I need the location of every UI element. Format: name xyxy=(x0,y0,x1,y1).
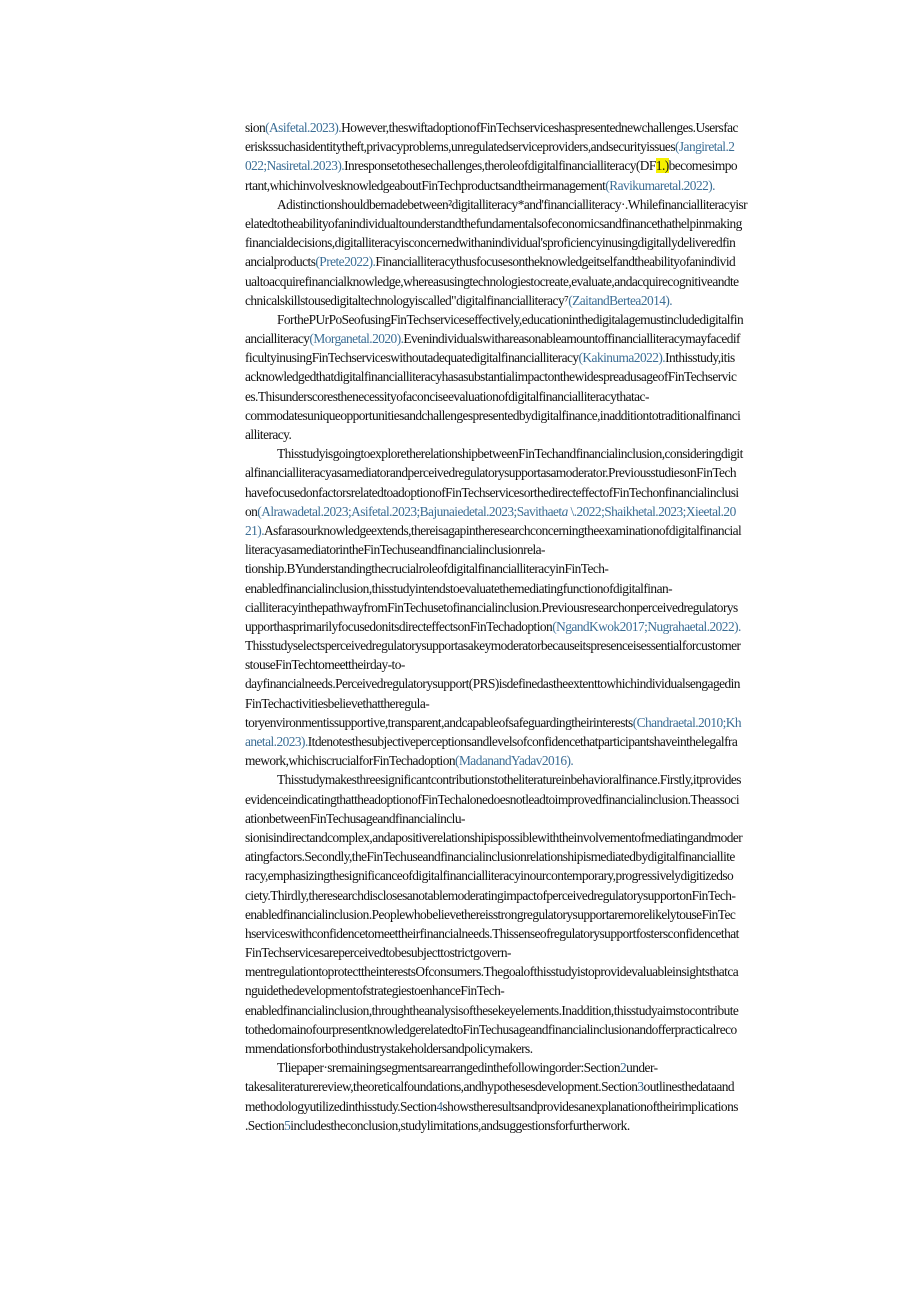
text-span: Thisstudyselectsperceivedregulatorysupportasakeymoderatorbecauseitspresenceisessentialforcustomer xyxy=(245,638,741,654)
text-span: evidenceindicatingthattheadoptionofFinTechalonedoesnotleadtoimprovedfinancialinclusion.Theassoci xyxy=(245,791,739,807)
citation-link[interactable]: 3 xyxy=(637,1079,644,1095)
citation-link[interactable]: (Asifetal.2023). xyxy=(265,120,342,135)
text-span: outlinesthedataand xyxy=(643,1079,735,1095)
text-span: cialliteracyinthepathwayfromFinTechusetofinancialinclusion.Previousresearchonperceivedregulatorys xyxy=(245,599,738,615)
text-span: ThisstudyisgoingtoexploretherelationshipbetweenFinTechandfinancialinclusion,consideringdigit xyxy=(277,446,743,462)
text-line-l33 xyxy=(245,732,879,751)
text-line-l50 xyxy=(245,1058,879,1077)
text-line-l28 xyxy=(245,636,879,655)
text-line-l38 xyxy=(245,828,879,847)
text-span: .Section xyxy=(245,1117,285,1133)
text-span: chnicalskillstousedigitaltechnologyiscalled"digitalfinancialliteracy⁷ xyxy=(245,292,569,308)
text-span: havefocusedonfactorsrelatedtoadoptionofFinTechservicesorthedirecteffectofFinTechonfinancialinclusi xyxy=(245,484,739,500)
text-line-l27 xyxy=(245,617,879,636)
text-line-l12 xyxy=(245,329,879,348)
text-line-l06 xyxy=(245,214,879,233)
text-span: methodologyutilizedinthisstudy.Section xyxy=(245,1098,437,1114)
text-span: dayfinancialneeds.Perceivedregulatorysupport(PRS)isdefinedastheextenttowhichindividualsengagedin xyxy=(245,676,740,692)
text-line-l20 xyxy=(245,483,879,502)
citation-link[interactable]: (ZaitandBertea2014). xyxy=(568,292,673,308)
text-span: mmendationsforbothindustrystakeholdersandpolicymakers. xyxy=(245,1041,533,1056)
text-span: racy,emphasizingthesignificanceofdigitalfinancialliteracyinourcontemporary,progressivelydigitizedso xyxy=(245,868,734,884)
citation-link[interactable]: (NgandKwok2017;Nugrahaetal.2022). xyxy=(552,618,741,634)
text-span: ancialliteracy xyxy=(245,331,310,347)
text-span: becomesimpo xyxy=(668,158,737,174)
text-line-l35 xyxy=(245,770,879,789)
citation-link[interactable]: 21). xyxy=(245,522,264,538)
text-line-l39 xyxy=(245,847,879,866)
text-span: commodatesuniqueopportunitiesandchallengespresentedbydigitalfinance,inadditiontotraditionalfinanci xyxy=(245,407,741,423)
text-line-l14 xyxy=(245,367,879,386)
text-line-l41 xyxy=(245,886,879,905)
citation-link[interactable]: (Ravikumaretal.2022). xyxy=(605,177,715,193)
text-line-l23 xyxy=(245,540,879,559)
text-line-l10 xyxy=(245,291,879,310)
text-line-l05 xyxy=(245,195,879,214)
text-span: stouseFinTechtomeettheirday-to- xyxy=(245,657,405,673)
text-span: sion xyxy=(245,120,266,135)
text-line-l32 xyxy=(245,713,879,732)
text-line-l26 xyxy=(245,598,879,617)
text-span: alfinancialliteracyasamediatorandperceivedregulatorysupportasamoderator.PreviousstudiesonFinTech xyxy=(245,465,736,481)
text-span: ancialproducts xyxy=(245,254,316,270)
text-span: enabledfinancialinclusion,thisstudyintendstoevaluatethemediatingfunctionofdigitalfinan- xyxy=(245,580,673,596)
text-span: literacyasamediatorintheFinTechuseandfinancialinclusionrela- xyxy=(245,542,545,558)
document-body xyxy=(245,118,879,1135)
text-span: ciety.Thirdly,theresearchdisclosesanotablemoderatingimpactofperceivedregulatorysupportonFinTech- xyxy=(245,887,736,903)
citation-link[interactable]: (Morganetal.2020). xyxy=(309,331,404,347)
text-span: Adistinctionshouldbemadebetween²digitalliteracy*and'financialliteracy·.Whilefinancialliteracyisr xyxy=(277,196,748,212)
text-span: includestheconclusion,studylimitations,andsuggestionsforfurtherwork. xyxy=(290,1117,630,1133)
text-line-l29 xyxy=(245,655,879,674)
text-line-l21 xyxy=(245,502,879,521)
text-span: atingfactors.Secondly,theFinTechuseandfinancialinclusionrelationshipismediatedbydigitalfinanciallite xyxy=(245,849,735,865)
text-line-l31 xyxy=(245,694,879,713)
citation-link[interactable]: anetal.2023). xyxy=(245,734,308,749)
text-span: es.Thisunderscoresthenecessityofaconciseevaluationofdigitalfinancialliteracythatac- xyxy=(245,388,649,404)
text-line-l25 xyxy=(245,579,879,598)
text-span: toryenvironmentissupportive,transparent,andcapableofsafeguardingtheirinterests xyxy=(245,714,633,730)
text-span: Tliepaper·sremainingsegmentsarearrangedinthefollowingorder:Section xyxy=(277,1060,620,1076)
citation-link[interactable]: (Alrawadetal.2023;Asifetal.2023;Bajunaiedetal.2023;Savithaet xyxy=(257,503,562,519)
citation-link[interactable]: 4 xyxy=(436,1098,443,1114)
text-span: nguidethedevelopmentofstrategiestoenhanceFinTech- xyxy=(245,983,505,999)
text-line-l09 xyxy=(245,272,879,291)
citation-link[interactable]: (Prete2022). xyxy=(315,254,376,270)
citation-link[interactable]: 022;Nasiretal.2023). xyxy=(245,158,345,174)
text-span: mework,whichiscrucialforFinTechadoption xyxy=(245,753,456,769)
text-span: under- xyxy=(626,1060,658,1076)
text-span: enabledfinancialinclusion.PeoplewhobelievethereisstrongregulatorysupportaremorelikelytouseFinTec xyxy=(245,906,736,922)
text-span: sionisindirectandcomplex,andapositiverelationshipispossiblewiththeinvolvementofmediatingandmoder xyxy=(245,829,743,845)
text-line-l52 xyxy=(245,1097,879,1116)
text-span: tothedomainofourpresentknowledgerelatedtoFinTechusageandfinancialinclusionandofferpracticalreco xyxy=(245,1021,737,1037)
citation-link[interactable]: (MadanandYadav2016). xyxy=(455,753,574,769)
citation-link[interactable]: (Chandraetal.2010;Kh xyxy=(632,714,742,730)
text-line-l49 xyxy=(245,1039,879,1058)
text-line-l07 xyxy=(245,233,879,252)
text-line-l34 xyxy=(245,751,879,770)
text-span: ualtoacquirefinancialknowledge,whereasusingtechnologiestocreate,evaluate,andacquirecognitiveandte xyxy=(245,273,739,289)
text-line-l42 xyxy=(245,905,879,924)
text-line-l11 xyxy=(245,310,879,329)
text-line-l30 xyxy=(245,674,879,693)
text-line-l48 xyxy=(245,1020,879,1039)
text-line-l15 xyxy=(245,387,879,406)
text-line-l22 xyxy=(245,521,879,540)
text-line-l53 xyxy=(245,1116,879,1135)
text-span: eriskssuchasidentitytheft,privacyproblems,unregulatedserviceproviders,andsecurityissues xyxy=(245,139,675,155)
text-span: Itdenotesthesubjectiveperceptionsandlevelsofconfidencethatparticipantshaveinthelegalfra xyxy=(307,734,738,749)
text-span: Evenindividualswithareasonableamountoffinancialliteracymayfacedif xyxy=(403,331,740,347)
text-span: showstheresultsandprovidesanexplanationoftheirimplications xyxy=(442,1098,738,1114)
text-line-l51 xyxy=(245,1077,879,1096)
highlighted-text: 1.) xyxy=(655,158,669,174)
citation-link[interactable]: (Jangiretal.2 xyxy=(674,139,735,155)
text-span: acknowledgedthatdigitalfinancialliteracyhasasubstantialimpactonthewidespreadusageofFinTechservic xyxy=(245,369,737,385)
text-span: Thisstudymakesthreesignificantcontributionstotheliteratureinbehavioralfinance.Firstly,itprovides xyxy=(277,772,741,788)
text-span: However,theswiftadoptionofFinTechserviceshaspresentednewchallenges.Usersfac xyxy=(341,120,738,135)
text-line-l18 xyxy=(245,444,879,463)
text-line-l45 xyxy=(245,962,879,981)
text-line-l01 xyxy=(245,118,879,137)
text-line-l47 xyxy=(245,1001,879,1020)
citation-link[interactable]: \.2022;Shaikhetal.2023;Xieetal.20 xyxy=(567,503,736,519)
text-span: ationbetweenFinTechusageandfinancialinclu- xyxy=(245,810,465,826)
text-line-l08 xyxy=(245,252,879,271)
text-span: on xyxy=(245,503,258,519)
text-span: rtant,whichinvolvesknowledgeaboutFinTechproductsandtheirmanagement xyxy=(245,177,606,193)
citation-link[interactable]: 2 xyxy=(619,1060,627,1076)
citation-link[interactable]: a xyxy=(561,503,568,519)
text-span: upporthasprimarilyfocusedonitsdirecteffectsonFinTechadoption xyxy=(245,618,553,634)
text-span: Asfarasourknowledgeextends,thereisagapintheresearchconcerningtheexaminationofdigitalfinancial xyxy=(264,522,742,538)
text-span: hserviceswithconfidencetomeettheirfinancialneeds.Thissenseofregulatorysupportfostersconfidencethat xyxy=(245,925,739,941)
text-span: ficultyinusingFinTechserviceswithoutadequatedigitalfinancialliteracy xyxy=(245,350,579,366)
text-line-l37 xyxy=(245,809,879,828)
text-line-l04 xyxy=(245,176,879,195)
text-span: alliteracy. xyxy=(245,427,292,442)
text-span: financialdecisions,digitalliteracyisconcernedwithanindividual'sproficiencyinusingdigitallydeliveredfin xyxy=(245,235,736,251)
text-line-l24 xyxy=(245,559,879,578)
text-line-l19 xyxy=(245,463,879,482)
text-span: FinTechservicesareperceivedtobesubjecttostrictgovern- xyxy=(245,945,511,961)
text-line-l44 xyxy=(245,943,879,962)
text-line-l40 xyxy=(245,866,879,885)
text-span: Inthisstudy,itis xyxy=(665,350,735,366)
text-line-l36 xyxy=(245,790,879,809)
text-span: enabledfinancialinclusion,throughtheanalysisofthesekeyelements.Inaddition,thisstudyaimstocontribute xyxy=(245,1002,739,1018)
text-span: FinTechactivitiesbelievethattheregula- xyxy=(245,695,430,711)
text-span: takesaliteraturereview,theoreticalfoundations,andhypothesesdevelopment.Section xyxy=(245,1079,638,1095)
text-span: ForthePUrPoSeofusingFinTechserviceseffectively,educationinthedigitalagemustincludedigitalfin xyxy=(277,311,744,327)
text-span: Inresponsetothesechallenges,theroleofdigitalfinancialliteracy(DF xyxy=(344,158,656,174)
text-line-l02 xyxy=(245,137,879,156)
text-span: elatedtotheabilityofanindividualtounderstandthefundamentalsofeconomicsandfinancethathelpinmaking xyxy=(245,215,742,231)
text-span: tionship.BYunderstandingthecrucialroleofdigitalfinancialliteracyinFinTech- xyxy=(245,561,609,577)
text-line-l46 xyxy=(245,981,879,1000)
text-line-l13 xyxy=(245,348,879,367)
citation-link[interactable]: 5 xyxy=(284,1117,291,1133)
text-line-l16 xyxy=(245,406,879,425)
text-line-l17 xyxy=(245,425,879,444)
text-span: Financialliteracythusfocusesontheknowledgeitselfandtheabilityofanindivid xyxy=(375,254,736,270)
text-span: mentregulationtoprotecttheinterestsOfconsumers.Thegoalofthisstudyistoprovidevaluableinsightsthatca xyxy=(245,964,739,980)
citation-link[interactable]: (Kakinuma2022). xyxy=(578,350,666,366)
text-line-l43 xyxy=(245,924,879,943)
text-line-l03 xyxy=(245,156,879,175)
